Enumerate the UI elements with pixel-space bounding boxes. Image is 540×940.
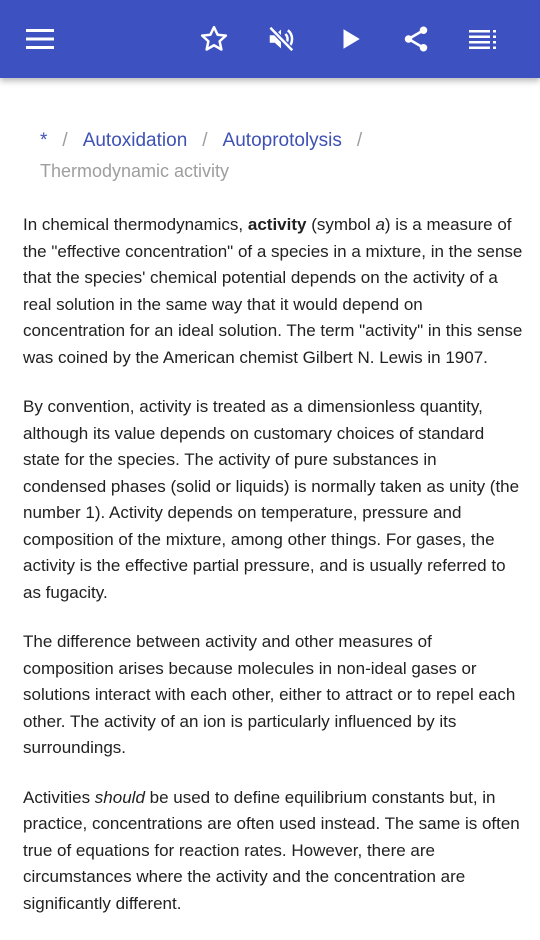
breadcrumb-separator: / — [62, 130, 68, 151]
term-activity: activity — [247, 215, 307, 234]
paragraph-text: (symbol — [306, 215, 376, 234]
paragraph-text: In chemical thermodynamics, — [23, 215, 248, 234]
breadcrumb-link-autoxidation[interactable]: Autoxidation — [82, 130, 188, 151]
article-content — [0, 78, 540, 913]
breadcrumb-separator: / — [202, 130, 208, 151]
menu-button[interactable] — [20, 19, 60, 59]
emphasis-should: should — [94, 787, 145, 807]
toc-icon — [469, 28, 497, 50]
app-toolbar — [0, 0, 540, 78]
breadcrumb-link-autoprotolysis[interactable]: Autoprotolysis — [222, 130, 342, 151]
share-button[interactable] — [396, 19, 436, 59]
breadcrumb-current-page: Thermodynamic activity — [40, 161, 230, 181]
paragraph-text: be used to define equilibrium constants but, in practice, concentrations are often used instead. The same is often true of equations for reaction rates. However, there are circumstances where the activity and the concentration are significantly different. — [23, 787, 520, 913]
breadcrumb-home-link[interactable]: * — [40, 130, 48, 151]
volume-off-icon — [266, 24, 296, 54]
article-body — [23, 212, 523, 940]
paragraph-text: Activities — [23, 787, 95, 807]
breadcrumb — [40, 126, 510, 186]
article-paragraph: By convention, activity is treated as a dimensionless quantity, although its value depends on customary choices of standard state for the species. The activity of pure substances in condensed phases (solid or liquids) is normally taken as unity (the number 1). Activity depends on temperature, pressure and composition of the mixture, among other things. For gases, the activity is the effective partial pressure, and is usually referred to as fugacity. — [23, 397, 520, 602]
article-paragraph: The difference between activity and other measures of composition arises because molecules in non-ideal gases or solutions interact with each other, either to attract or to repel each other. The activity of an ion is particularly influenced by its surroundings. — [23, 632, 516, 757]
breadcrumb-separator: / — [356, 130, 363, 151]
table-of-contents-button[interactable] — [463, 19, 503, 59]
menu-icon — [26, 28, 54, 50]
play-icon — [337, 26, 363, 52]
article-paragraph — [23, 212, 523, 371]
paragraph-text: ) is a measure of the "effective concentration" of a species in a mixture, in the sense that the species' chemical potential depends on the activity of a real solution in the same way that it would depend on concentration for an ideal solution. The term "activity" in this sense was coined by the American chemist Gilbert N. Lewis in 1907. — [23, 215, 523, 367]
symbol-a: a — [375, 215, 385, 234]
star-icon — [199, 24, 229, 54]
share-icon — [401, 24, 431, 54]
article-paragraph — [23, 785, 523, 918]
play-button[interactable] — [330, 19, 370, 59]
mute-button[interactable] — [261, 19, 301, 59]
bookmark-button[interactable] — [194, 19, 234, 59]
